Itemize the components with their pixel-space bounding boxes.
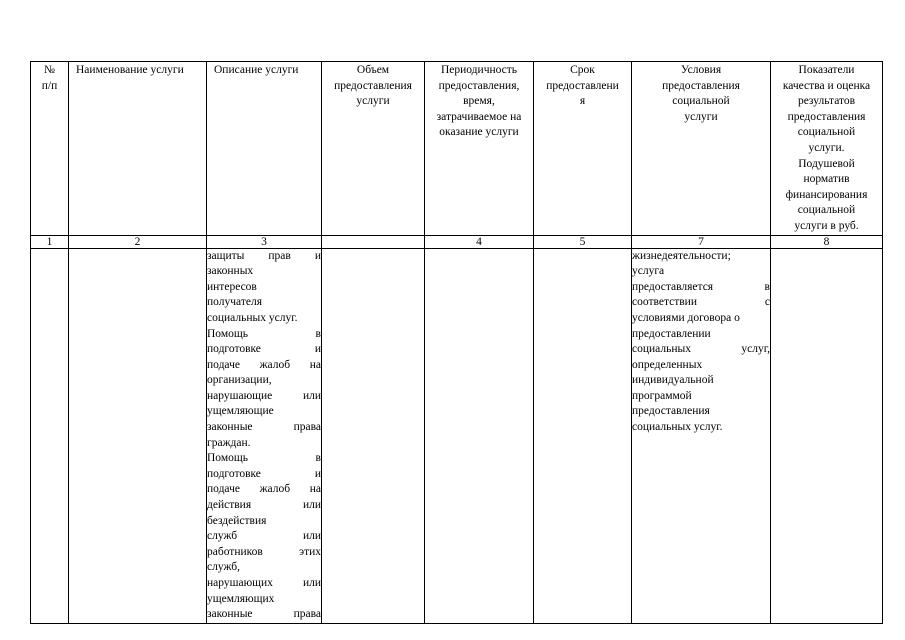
cell-conditions: [632, 248, 771, 623]
text-line: защиты прав и: [207, 249, 321, 262]
cell-volume: [322, 248, 425, 623]
header-term: Срок предоставлени я: [534, 62, 632, 236]
text-line: предоставляется в: [632, 280, 770, 293]
cell-service-name: [69, 248, 207, 623]
text-line: законные права: [207, 421, 321, 434]
text-line: подаче жалоб на: [207, 483, 321, 496]
text-line: услуга: [632, 265, 665, 278]
table-row: [31, 248, 883, 623]
column-number: 1: [31, 235, 69, 248]
text-line: определенных: [632, 358, 703, 371]
column-number: 2: [69, 235, 207, 248]
cell-quality-indicators: [771, 248, 883, 623]
services-table: [30, 61, 883, 624]
text-line: нарушающие или: [207, 389, 321, 402]
text-line: граждан.: [207, 436, 251, 449]
text-line: предоставлении: [632, 327, 711, 340]
text-line: служб,: [207, 561, 240, 574]
text-line: условиями договора о: [632, 311, 740, 324]
column-number: 3: [207, 235, 322, 248]
text-line: жизнедеятельности;: [632, 249, 731, 262]
text-line: подготовке и: [207, 467, 321, 480]
text-line: получателя: [207, 296, 262, 309]
header-service-name: Наименование услуги: [69, 62, 207, 236]
text-line: социальных услуг,: [632, 343, 770, 356]
text-line: подаче жалоб на: [207, 358, 321, 371]
column-number: [322, 235, 425, 248]
text-line: социальных услуг.: [207, 311, 298, 324]
text-line: интересов: [207, 280, 257, 293]
text-line: служб или: [207, 530, 321, 543]
text-line: законные права: [207, 608, 321, 621]
text-line: действия или: [207, 499, 321, 512]
text-line: нарушающих или: [207, 577, 321, 589]
header-periodicity: Периодичность предоставления, время, затрачиваемое на оказание услуги: [425, 62, 534, 236]
column-number: 5: [534, 235, 632, 248]
column-number-row: [31, 235, 883, 248]
cell-service-description: [207, 248, 322, 623]
text-line: ущемляющих: [207, 592, 275, 605]
cell-number: [31, 248, 69, 623]
text-line: предоставления: [632, 405, 710, 418]
conditions-text: [632, 249, 770, 436]
cell-periodicity: [425, 248, 534, 623]
column-number: 8: [771, 235, 883, 248]
text-line: Помощь в: [207, 327, 321, 340]
text-line: Помощь в: [207, 452, 321, 465]
header-service-description: Описание услуги: [207, 62, 322, 236]
text-line: ущемляющие: [207, 405, 274, 418]
header-conditions: Условия предоставления социальной услуги: [632, 62, 771, 236]
column-number: 7: [632, 235, 771, 248]
header-row: [31, 62, 883, 236]
header-number: № п/п: [31, 62, 69, 236]
cell-term: [534, 248, 632, 623]
text-line: бездействия: [207, 514, 267, 527]
text-line: работников этих: [207, 545, 321, 558]
text-line: организации,: [207, 374, 272, 387]
text-line: соответствии с: [632, 296, 770, 309]
text-line: социальных услуг.: [632, 421, 723, 434]
text-line: законных: [207, 265, 254, 278]
text-line: индивидуальной: [632, 374, 714, 387]
text-line: программой: [632, 389, 692, 402]
column-number: 4: [425, 235, 534, 248]
text-line: подготовке и: [207, 343, 321, 356]
header-quality-indicators: Показатели качества и оценка результатов предоставления социальной услуги. Подушевой норматив финансирования социальной услуги в руб.: [771, 62, 883, 236]
description-text: [207, 249, 321, 623]
header-volume: Объем предоставления услуги: [322, 62, 425, 236]
